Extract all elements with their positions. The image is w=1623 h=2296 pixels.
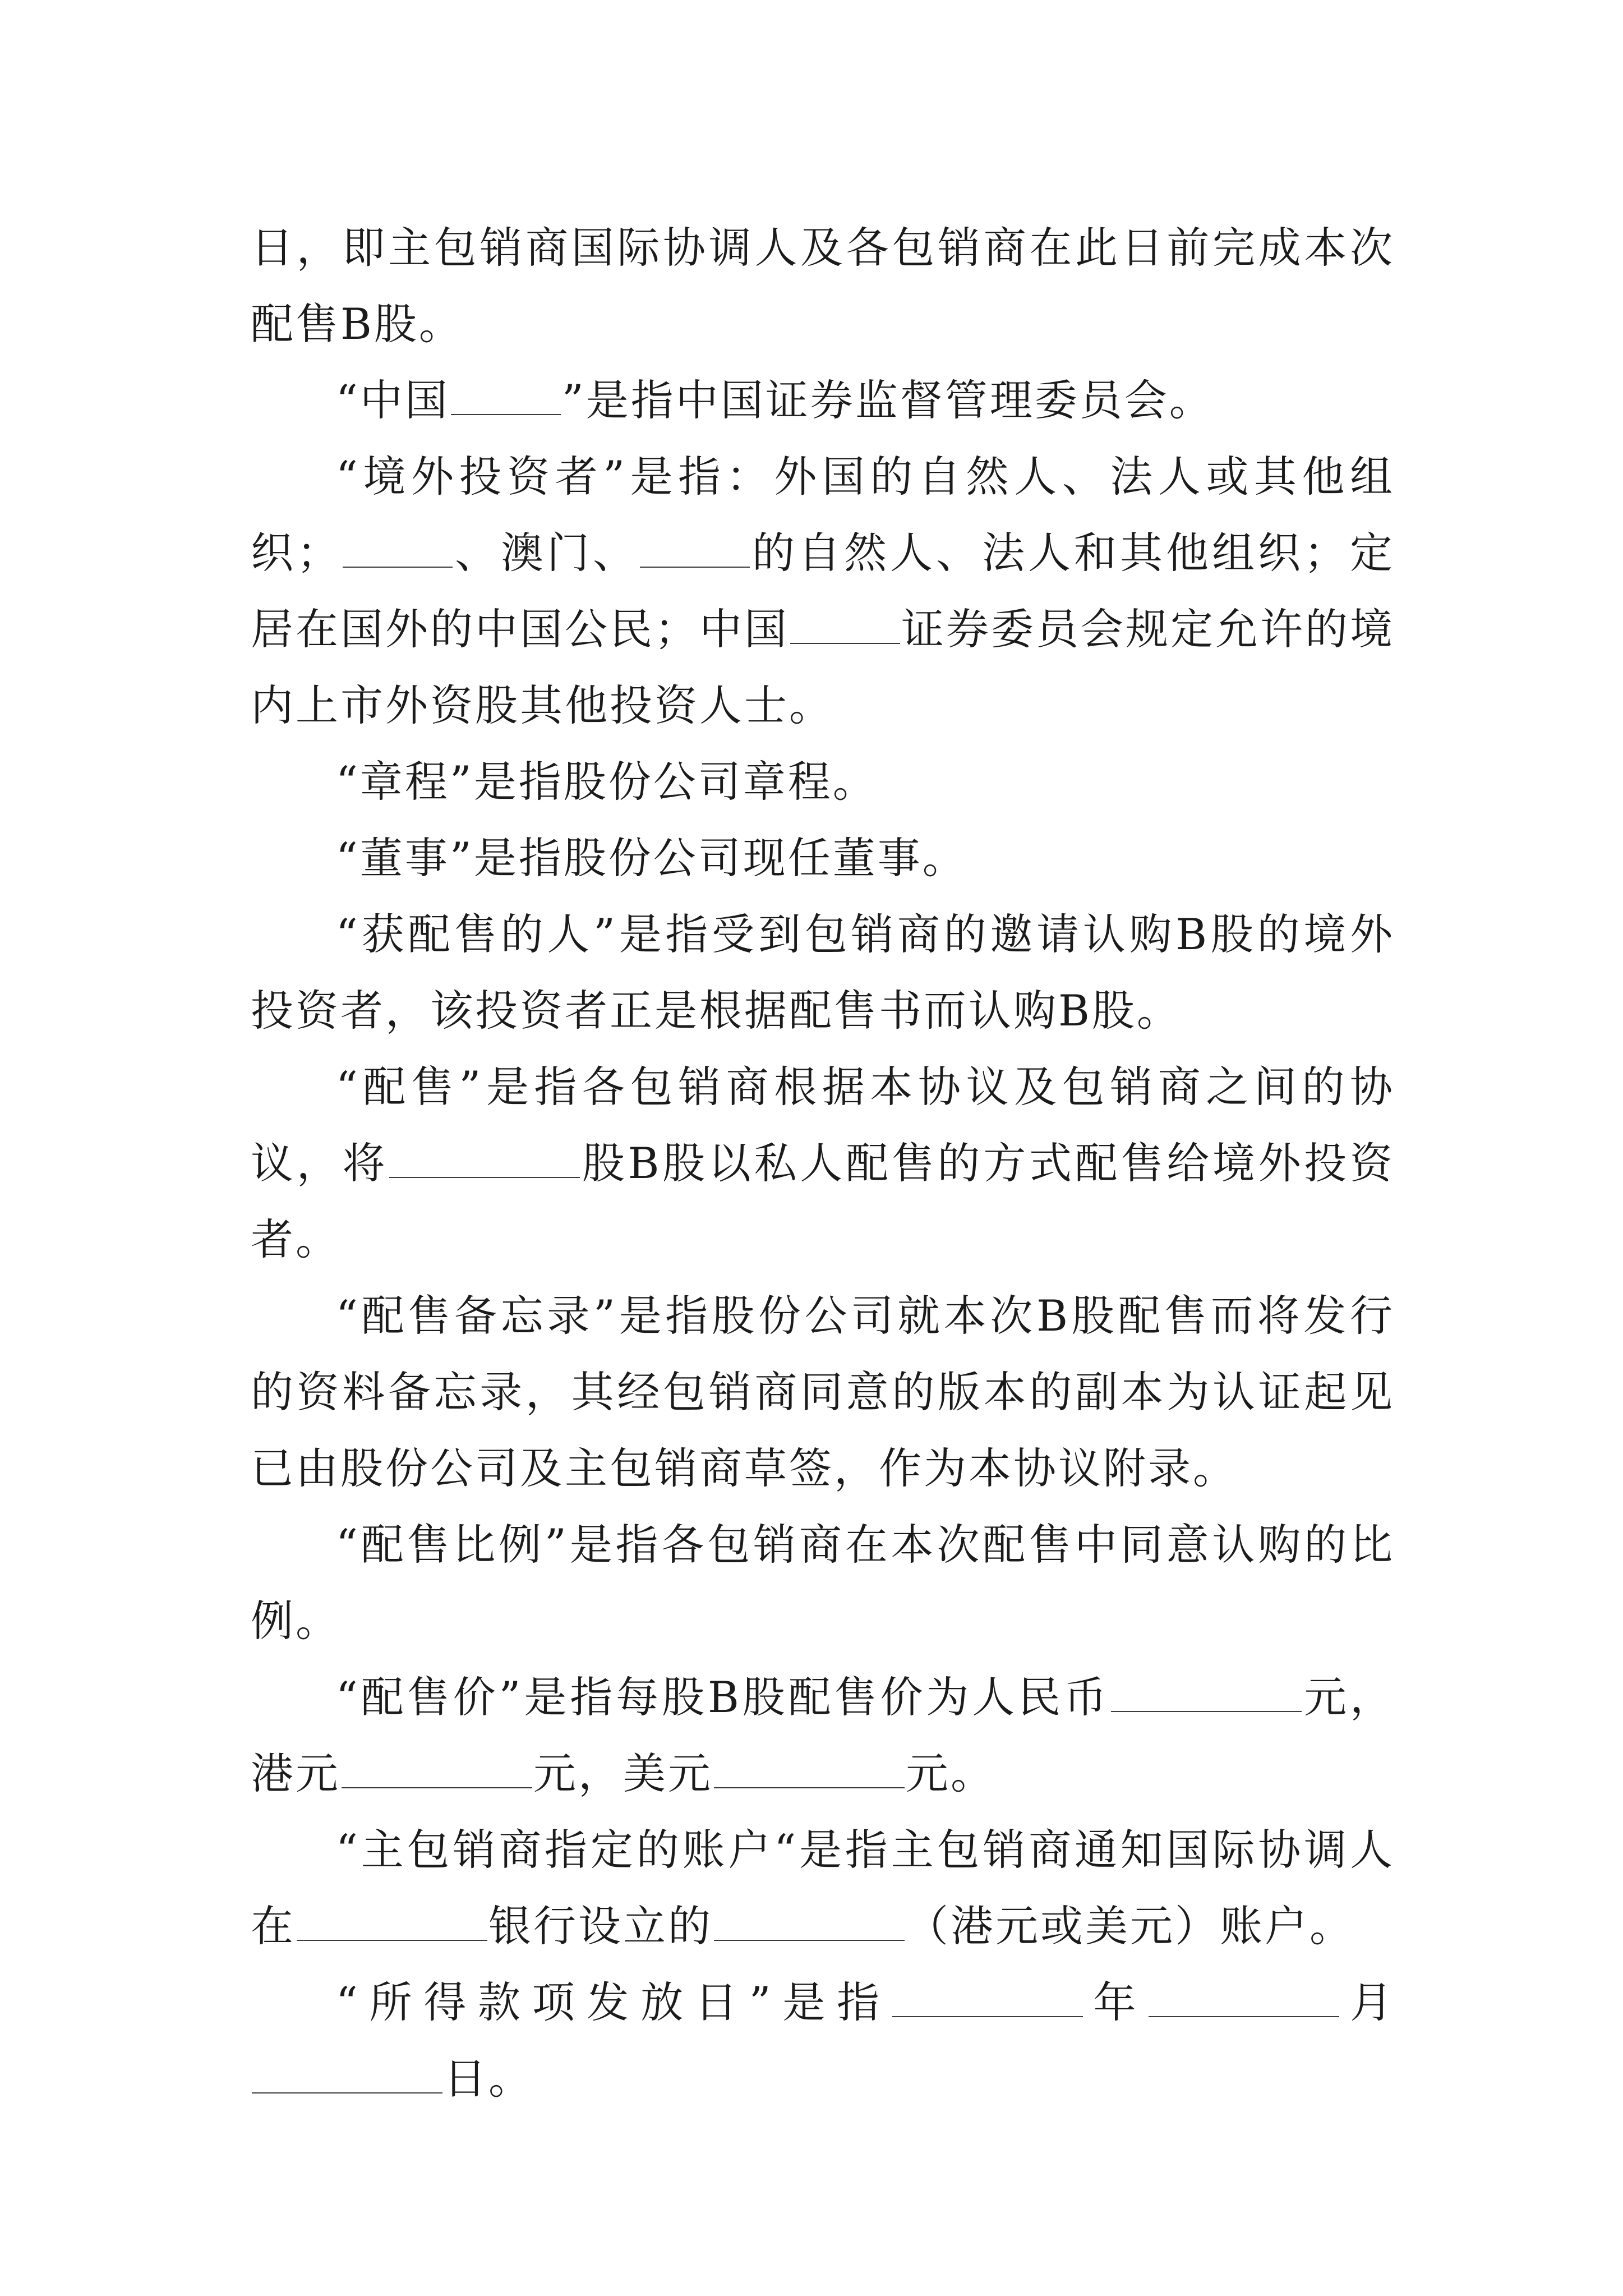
text-run: “董事”是指股份公司现任董事。 (336, 833, 967, 883)
paragraph-directors-definition (251, 820, 1395, 896)
paragraph-placee-definition (251, 896, 1395, 1049)
blank-field (389, 1139, 580, 1178)
text-run: “主包销商指定的账户“是指主包销商通知国际协调人在 (251, 1825, 1395, 1951)
blank-field (1149, 1978, 1339, 2017)
text-run: 的自然人、法人和其他组织；定居在国外的中国公民；中国 (251, 528, 1395, 654)
paragraph-placing-ratio-definition (251, 1507, 1395, 1659)
text-run: 、澳门、 (454, 528, 639, 578)
text-run: “配售备忘录”是指股份公司就本次B股配售而将发行的资料备忘录，其经包销商同意的版本的副本为认证起见已由股份公司及主包销商草签，作为本协议附录。 (251, 1291, 1395, 1493)
text-run: “章程”是指股份公司章程。 (336, 757, 878, 807)
text-run: 元。 (906, 1749, 995, 1798)
paragraph-proceeds-release-date-definition (251, 1964, 1395, 2117)
text-run: （港元或美元）账户。 (906, 1901, 1354, 1951)
paragraph-csrc-definition (251, 362, 1395, 439)
text-run: 证券委员会规定允许的境内上市外资股其他投资人士。 (251, 604, 1395, 730)
text-run: “配售”是指各包销商根据本协议及包销商之间的协议，将 (251, 1062, 1395, 1188)
text-run: 日。 (444, 2054, 533, 2104)
text-run: 股B股以私人配售的方式配售给境外投资者。 (251, 1138, 1395, 1264)
paragraph-placing-memorandum-definition (251, 1278, 1395, 1507)
blank-field (1111, 1673, 1302, 1712)
paragraph-foreign-investor-definition (251, 439, 1395, 744)
document-body (251, 210, 1395, 2117)
blank-field (892, 1978, 1083, 2017)
blank-field (640, 528, 750, 568)
blank-field (714, 1749, 905, 1788)
blank-field (790, 605, 900, 644)
text-run: “配售价”是指每股B股配售价为人民币 (336, 1672, 1110, 1722)
text-run: 年 (1083, 1977, 1148, 2027)
text-run: 元，港元 (251, 1672, 1395, 1798)
text-run: “获配售的人”是指受到包销商的邀请认购B股的境外投资者，该投资者正是根据配售书而认购B股。 (251, 909, 1395, 1036)
paragraph-deadline-continuation (251, 210, 1395, 362)
text-run: “配售比例”是指各包销商在本次配售中同意认购的比例。 (251, 1520, 1395, 1646)
text-run: “所得款项发放日”是指 (336, 1977, 891, 2027)
blank-field (451, 376, 561, 415)
text-run: 月 (1340, 1977, 1395, 2027)
blank-field (342, 1749, 532, 1788)
blank-field (252, 2054, 442, 2093)
blank-field (343, 528, 453, 568)
paragraph-placing-price-definition (251, 1659, 1395, 1812)
paragraph-designated-account-definition (251, 1812, 1395, 1964)
paragraph-placing-definition (251, 1049, 1395, 1278)
text-run: ”是指中国证券监督管理委员会。 (561, 375, 1214, 425)
text-run: 银行设立的 (488, 1901, 713, 1951)
text-run: 日，即主包销商国际协调人及各包销商在此日前完成本次配售B股。 (251, 223, 1395, 349)
text-run: 元，美元 (533, 1749, 713, 1798)
blank-field (297, 1902, 487, 1941)
text-run: “境外投资者”是指：外国的自然人、法人或其他组织； (251, 452, 1395, 578)
text-run: “中国 (336, 375, 450, 425)
paragraph-articles-definition (251, 744, 1395, 820)
blank-field (714, 1902, 905, 1941)
